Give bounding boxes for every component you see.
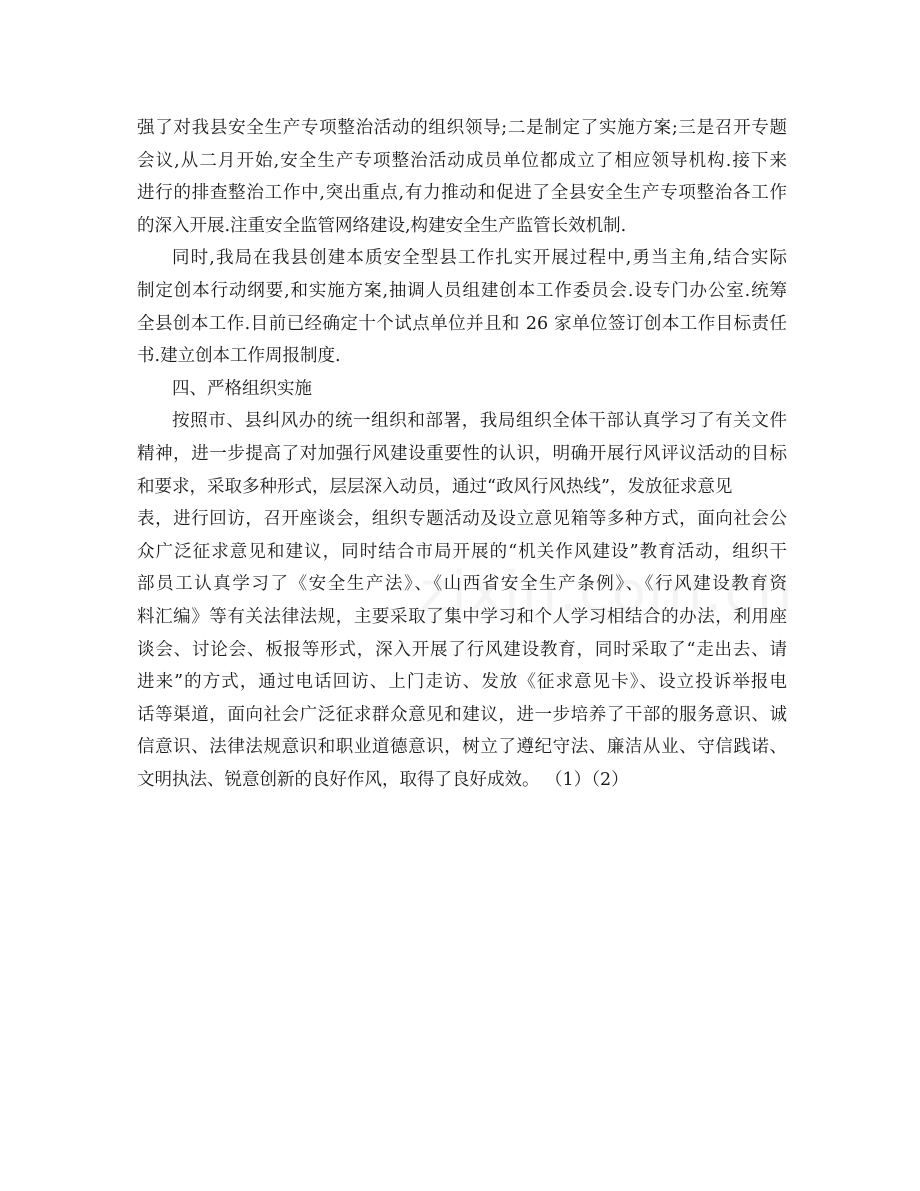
text-line: 按照市、县纠风办的统一组织和部署，我局组织全体干部认真学习了有关文件 — [172, 411, 787, 432]
text-line: 进行的排查整治工作中,突出重点,有力推动和促进了全县安全生产专项整治各工作 — [137, 183, 787, 204]
text-line: 书.建立创本工作周报制度. — [137, 346, 341, 367]
text-line: 谈会、讨论会、板报等形式，深入开展了行风建设教育，同时采取了“走出去、请 — [137, 639, 787, 660]
text-line: 全县创本工作.目前已经确定十个试点单位并且和 26 家单位签订创本工作目标责任 — [137, 313, 787, 334]
text-line: 表，进行回访，召开座谈会，组织专题活动及设立意见箱等多种方式，面向社会公 — [137, 509, 787, 530]
text-line: 和要求，采取多种形式，层层深入动员，通过“政风行风热线”，发放征求意见 — [137, 476, 733, 497]
section-heading: 四、严格组织实施 — [172, 378, 312, 399]
text-line: 料汇编》等有关法律法规，主要采取了集中学习和个人学习相结合的办法，利用座 — [137, 606, 787, 627]
text-line: 部员工认真学习了《安全生产法》、《山西省安全生产条例》、《行风建设教育资 — [137, 574, 787, 595]
text-line: 强了对我县安全生产专项整治活动的组织领导;二是制定了实施方案;三是召开专题 — [137, 118, 787, 138]
text-line: 文明执法、锐意创新的良好作风，取得了良好成效。 （1）（2） — [137, 769, 629, 790]
text-line: 会议,从二月开始,安全生产专项整治活动成员单位都成立了相应领导机构.接下来 — [137, 150, 787, 171]
text-line: 进来”的方式，通过电话回访、上门走访、发放《征求意见卡》、设立投诉举报电 — [137, 672, 787, 693]
text-line: 信意识、法律法规意识和职业道德意识，树立了遵纪守法、廉洁从业、守信践诺、 — [137, 737, 787, 758]
document-body — [137, 112, 787, 796]
text-line: 同时,我局在我县创建本质安全型县工作扎实开展过程中,勇当主角,结合实际 — [172, 248, 787, 269]
text-line: 制定创本行动纲要,和实施方案,抽调人员组建创本工作委员会.设专门办公室.统筹 — [137, 280, 787, 301]
text-line: 众广泛征求意见和建议，同时结合市局开展的“机关作风建设”教育活动，组织干 — [137, 541, 787, 562]
text-line: 话等渠道，面向社会广泛征求群众意见和建议，进一步培养了干部的服务意识、诚 — [137, 704, 787, 725]
text-line: 的深入开展.注重安全监管网络建设,构建安全生产监管长效机制. — [137, 215, 627, 236]
text-line: 精神，进一步提高了对加强行风建设重要性的认识，明确开展行风评议活动的目标 — [137, 443, 787, 464]
